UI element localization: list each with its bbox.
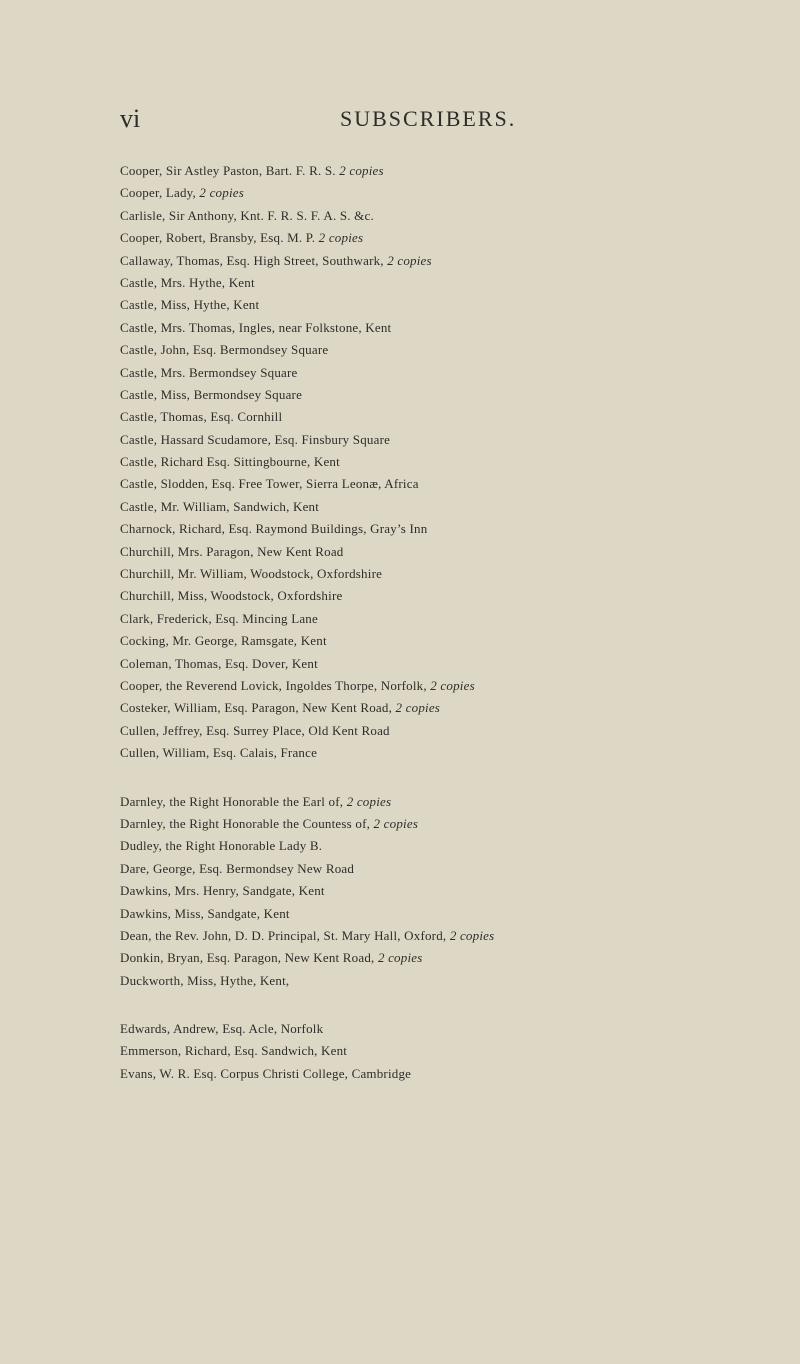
subscriber-name: Dawkins, Miss, Sandgate, Kent <box>120 905 290 921</box>
subscriber-entry <box>120 1040 790 1062</box>
subscriber-name: Edwards, Andrew, Esq. Acle, Norfolk <box>120 1021 324 1037</box>
subscriber-entry <box>120 791 790 813</box>
subscriber-entry <box>120 675 790 697</box>
subscriber-entry <box>120 362 790 384</box>
subscriber-name: Evans, W. R. Esq. Corpus Christi College, Cambridge <box>120 1065 412 1081</box>
subscriber-group <box>120 1018 790 1085</box>
subscriber-name: Donkin, Bryan, Esq. Paragon, New Kent Road, <box>120 950 375 966</box>
subscriber-entry <box>120 925 790 947</box>
subscriber-entry <box>120 813 790 835</box>
subscriber-name: Dudley, the Right Honorable Lady B. <box>120 838 323 854</box>
subscriber-name: Duckworth, Miss, Hythe, Kent, <box>120 972 290 988</box>
subscriber-group <box>120 791 790 993</box>
subscriber-entry <box>120 608 790 630</box>
subscriber-entry <box>120 317 790 339</box>
subscriber-name: Dawkins, Mrs. Henry, Sandgate, Kent <box>120 883 325 899</box>
subscriber-name: Castle, Mrs. Hythe, Kent <box>120 274 255 290</box>
subscriber-name: Callaway, Thomas, Esq. High Street, Southwark, <box>120 252 384 268</box>
copies-note: 2 copies <box>199 185 244 201</box>
subscriber-name: Cocking, Mr. George, Ramsgate, Kent <box>120 633 327 649</box>
subscriber-name: Castle, Richard Esq. Sittingbourne, Kent <box>120 454 340 470</box>
copies-note: 2 copies <box>339 163 384 178</box>
subscriber-entry <box>120 429 790 451</box>
subscriber-name: Dean, the Rev. John, D. D. Principal, St. Mary Hall, Oxford, <box>120 927 447 943</box>
subscriber-name: Cooper, the Reverend Lovick, Ingoldes Thorpe, Norfolk, <box>120 677 427 693</box>
subscriber-entry <box>120 903 790 925</box>
subscriber-entry <box>120 858 790 880</box>
subscriber-name: Castle, Mrs. Thomas, Ingles, near Folkstone, Kent <box>120 319 392 335</box>
copies-note: 2 copies <box>373 815 419 831</box>
subscriber-entry <box>120 518 790 540</box>
subscriber-entry <box>120 720 790 742</box>
subscriber-entry <box>120 384 790 406</box>
subscriber-entry <box>120 970 790 992</box>
subscriber-entry <box>120 451 790 473</box>
subscriber-name: Carlisle, Sir Anthony, Knt. F. R. S. F. A. S. &c. <box>120 207 374 223</box>
copies-note: 2 copies <box>387 252 432 268</box>
subscriber-entry <box>120 880 790 902</box>
subscriber-name: Castle, Thomas, Esq. Cornhill <box>120 409 283 425</box>
subscriber-name: Churchill, Mrs. Paragon, New Kent Road <box>120 543 344 559</box>
subscriber-name: Churchill, Miss, Woodstock, Oxfordshire <box>120 588 343 604</box>
copies-note: 2 copies <box>318 230 364 246</box>
subscriber-entry <box>120 205 790 227</box>
subscriber-name: Castle, John, Esq. Bermondsey Square <box>120 342 329 358</box>
subscriber-name: Castle, Mrs. Bermondsey Square <box>120 364 298 380</box>
subscriber-list <box>120 160 790 1111</box>
page-number: vi <box>120 104 141 133</box>
subscriber-entry <box>120 541 790 563</box>
subscriber-name: Darnley, the Right Honorable the Countess of, <box>120 815 371 831</box>
running-head: SUBSCRIBERS. <box>340 106 517 131</box>
subscriber-entry <box>120 653 790 675</box>
subscriber-entry <box>120 947 790 969</box>
subscriber-name: Cooper, Lady, <box>120 185 196 201</box>
subscriber-name: Emmerson, Richard, Esq. Sandwich, Kent <box>120 1043 348 1059</box>
subscriber-entry <box>120 496 790 518</box>
copies-note: 2 copies <box>346 793 392 809</box>
subscriber-entry <box>120 835 790 857</box>
copies-note: 2 copies <box>430 677 475 693</box>
subscriber-name: Castle, Mr. William, Sandwich, Kent <box>120 498 320 514</box>
subscriber-name: Castle, Miss, Hythe, Kent <box>120 297 260 313</box>
subscriber-entry <box>120 250 790 272</box>
subscriber-name: Clark, Frederick, Esq. Mincing Lane <box>120 610 318 626</box>
subscriber-entry <box>120 1018 790 1040</box>
subscriber-name: Coleman, Thomas, Esq. Dover, Kent <box>120 655 318 671</box>
subscriber-entry <box>120 742 790 764</box>
subscriber-name: Castle, Hassard Scudamore, Esq. Finsbury Square <box>120 431 391 447</box>
subscriber-entry <box>120 473 790 495</box>
subscriber-entry <box>120 1063 790 1085</box>
copies-note: 2 copies <box>449 927 495 943</box>
subscriber-name: Churchill, Mr. William, Woodstock, Oxfordshire <box>120 566 383 582</box>
subscriber-entry <box>120 697 790 719</box>
subscriber-name: Costeker, William, Esq. Paragon, New Kent Road, <box>120 700 393 716</box>
subscriber-name: Charnock, Richard, Esq. Raymond Buildings, Gray’s Inn <box>120 521 428 537</box>
subscriber-entry <box>120 294 790 316</box>
subscriber-group <box>120 160 790 765</box>
subscriber-name: Cooper, Robert, Bransby, Esq. M. P. <box>120 230 316 246</box>
subscriber-name: Cullen, Jeffrey, Esq. Surrey Place, Old Kent Road <box>120 722 390 738</box>
page-header <box>120 104 680 138</box>
subscriber-name: Darnley, the Right Honorable the Earl of, <box>120 793 344 809</box>
subscriber-entry <box>120 630 790 652</box>
subscriber-name: Castle, Slodden, Esq. Free Tower, Sierra Leonæ, Africa <box>120 476 419 492</box>
subscriber-entry <box>120 406 790 428</box>
subscriber-name: Castle, Miss, Bermondsey Square <box>120 386 303 402</box>
subscriber-entry <box>120 272 790 294</box>
copies-note: 2 copies <box>377 950 423 966</box>
subscriber-entry <box>120 182 790 204</box>
subscriber-name: Dare, George, Esq. Bermondsey New Road <box>120 860 355 876</box>
subscriber-entry <box>120 160 790 182</box>
subscriber-name: Cullen, William, Esq. Calais, France <box>120 745 318 761</box>
subscriber-name: Cooper, Sir Astley Paston, Bart. F. R. S. <box>120 163 336 178</box>
subscriber-entry <box>120 227 790 249</box>
subscriber-entry <box>120 339 790 361</box>
copies-note: 2 copies <box>395 700 441 716</box>
subscriber-entry <box>120 563 790 585</box>
subscriber-entry <box>120 585 790 607</box>
